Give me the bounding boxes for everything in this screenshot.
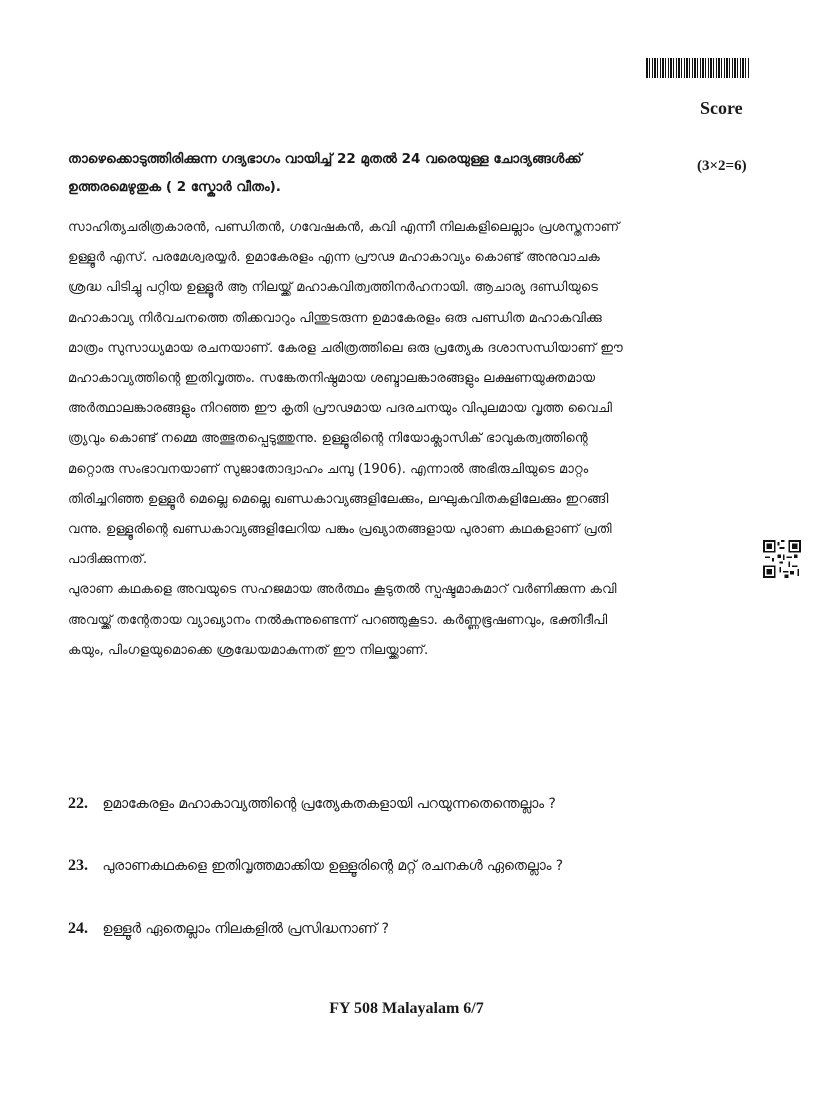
instruction-text <box>68 145 668 201</box>
passage-line: മാത്രം സുസാധ്യമായ രചനയാണ്. കേരള ചരിത്രത്തിലെ ഒരു പ്രത്യേക ദശാസന്ധിയാണ് ഈ <box>68 340 624 356</box>
passage-line: അവയ്ക്ക് തന്റേതായ വ്യാഖ്യാനം നൽകുന്നുണ്ടെന്ന് പറഞ്ഞുകൂടാ. കർണ്ണഭൂഷണവും, ഭക്തിദീപി <box>68 612 608 628</box>
passage-line: തിരിച്ചറിഞ്ഞ ഉള്ളൂർ മെല്ലെ മെല്ലെ ഖണ്ഡകാവ്യങ്ങളിലേക്കും, ലഘുകവിതകളിലേക്കും ഇറങ്ങി <box>68 491 609 507</box>
question-text: ഉമാകേരളം മഹാകാവ്യത്തിന്റെ പ്രത്യേകതകളായി പറയുന്നതെന്തെല്ലാം ? <box>102 796 556 812</box>
instruction-line: ഉത്തരമെഴുതുക ( 2 സ്കോർ വീതം). <box>68 179 281 195</box>
passage-line: മഹാകാവ്യത്തിന്റെ ഇതിവൃത്തം. സങ്കേതനിഷ്ഠമായ ശബ്ദാലങ്കാരങ്ങളും ലക്ഷണയുക്തമായ <box>68 371 596 387</box>
passage-line: മഹാകാവ്യ നിർവചനത്തെ തിക്കവാറും പിന്തുടരുന്ന ഉമാകേരളം ഒരു പണ്ഡിത മഹാകവിക്കു <box>68 310 602 326</box>
passage-line: സാഹിത്യചരിത്രകാരൻ, പണ്ഡിതൻ, ഗവേഷകൻ, കവി എന്നീ നിലകളിലെല്ലാം പ്രശസ്തനാണ് <box>68 220 620 235</box>
page-footer: FY 508 Malayalam 6/7 <box>329 1000 484 1017</box>
passage-line: വന്നു. ഉള്ളൂരിന്റെ ഖണ്ഡകാവ്യങ്ങളിലേറിയ പങ്കും പ്രഖ്യാതങ്ങളായ പുരാണ കഥകളാണ് പ്രതി <box>68 522 612 538</box>
passage-line: ത്ര്യവും കൊണ്ട് നമ്മെ അത്ഭുതപ്പെടുത്തുന്നു. ഉള്ളൂരിന്റെ നിയോക്ലാസിക് ഭാവുകത്വത്തിന്റെ <box>68 431 588 447</box>
passage-line: കയും, പിംഗളയുമൊക്കെ ശ്രദ്ധേയമാകുന്നത് ഈ നിലയ്ക്കാണ്. <box>68 642 429 658</box>
question-item <box>68 920 748 938</box>
barcode-icon <box>646 58 750 78</box>
question-text: പുരാണകഥകളെ ഇതിവൃത്തമാക്കിയ ഉള്ളൂരിന്റെ മറ്റ് രചനകൾ ഏതെല്ലാം ? <box>102 858 564 874</box>
qr-code-icon <box>763 540 801 578</box>
passage-line: പാദിക്കുന്നത്. <box>68 552 148 568</box>
question-number: 22. <box>68 795 88 812</box>
passage-line: ഉള്ളൂർ എസ്. പരമേശ്വരയ്യർ. ഉമാകേരളം എന്ന പ്രൗഢ മഹാകാവ്യം കൊണ്ട് അനുവാചക <box>68 250 600 266</box>
passage-line: അർത്ഥാലങ്കാരങ്ങളും നിറഞ്ഞ ഈ കൃതി പ്രൗഢമായ പദരചനയും വിപുലമായ വൃത്ത വൈചി <box>68 401 613 417</box>
passage-line: മറ്റൊരു സംഭാവനയാണ് സുജാതോദ്വാഹം ചമ്പു (1906). എന്നാൽ അഭിരുചിയുടെ മാറ്റം <box>68 461 589 477</box>
instruction-line: താഴെക്കൊടുത്തിരിക്കുന്ന ഗദ്യഭാഗം വായിച്ച് 22 മുതൽ 24 വരെയുള്ള ചോദ്യങ്ങൾക്ക് <box>68 151 582 167</box>
question-item <box>68 795 748 813</box>
question-number: 24. <box>68 920 88 937</box>
score-label: Score <box>700 98 743 118</box>
question-text: ഉള്ളൂർ ഏതെല്ലാം നിലകളിൽ പ്രസിദ്ധനാണ് ? <box>102 921 389 937</box>
question-item <box>68 857 748 875</box>
marks-allocation: (3×2=6) <box>697 158 747 174</box>
passage-line: ശ്രദ്ധ പിടിച്ചു പറ്റിയ ഉള്ളൂർ ആ നിലയ്ക്ക് മഹാകവിത്വത്തിനർഹനായി. ആചാര്യ ദണ്ഡിയുടെ <box>68 280 599 296</box>
reading-passage <box>68 213 738 666</box>
passage-line: പുരാണ കഥകളെ അവയുടെ സഹജമായ അർത്ഥം കൂടുതൽ സ്പഷ്ടമാകുമാറ് വർണിക്കുന്ന കവി <box>68 582 617 598</box>
question-number: 23. <box>68 857 88 874</box>
